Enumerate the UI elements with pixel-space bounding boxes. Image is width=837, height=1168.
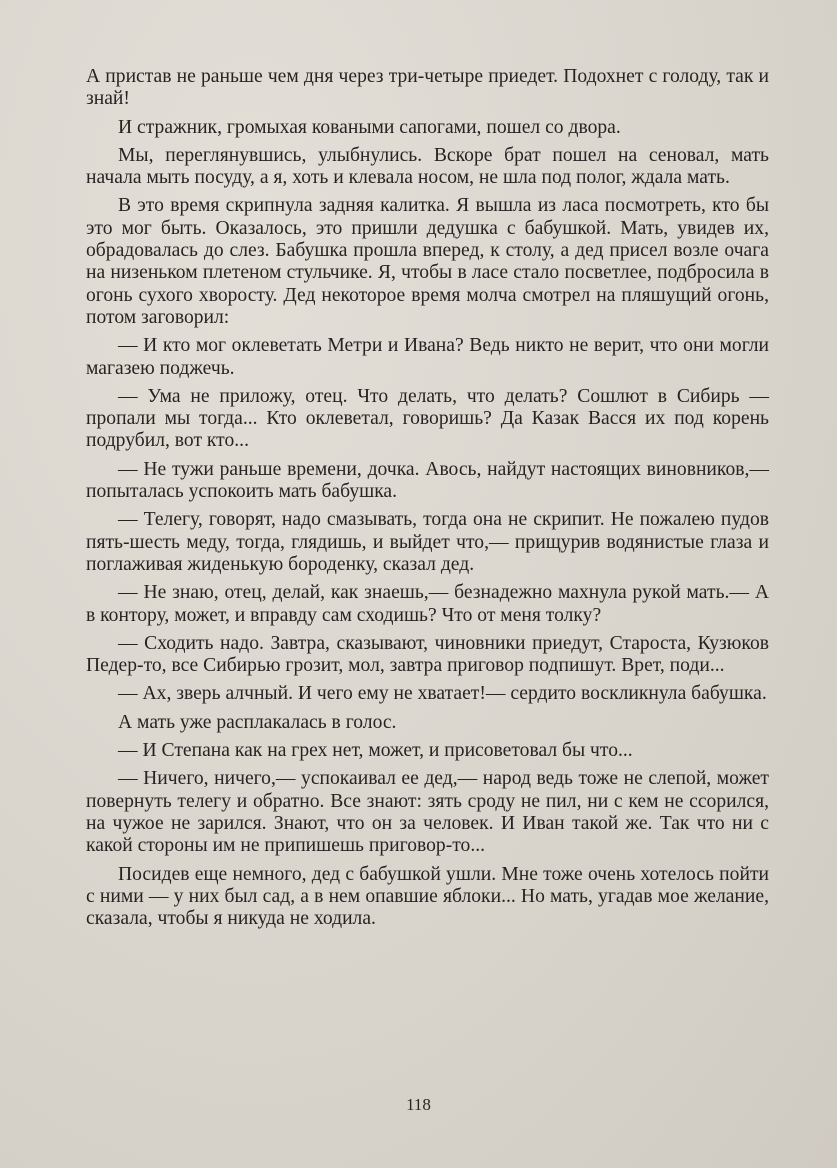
paragraph: — И Степана как на грех нет, может, и присоветовал бы что... xyxy=(118,740,633,762)
paragraph: В это время скрипнула задняя калитка. Я вышла из ласа посмотреть, кто бы это мог быть. Оказалось, это пришли дедушка с бабушкой. Мать, увидев их, обрадовалась до слез. Бабушка прошла вперед, к столу, а дед присел возле очага на низеньком плетеном стульчике. Я, чтобы в ласе стало посветлее, подбросила в огонь сухого хворосту. Дед некоторое время молча смотрел на пляшущий огонь, потом заговорил: xyxy=(86,195,769,328)
paragraph: — Ах, зверь алчный. И чего ему не хватает!— сердито воскликнула бабушка. xyxy=(118,683,767,705)
paragraph: — Сходить надо. Завтра, сказывают, чиновники приедут, Староста, Кузюков Педер-то, все Сибирью грозит, мол, завтра приговор подпишут. Врет, поди... xyxy=(86,632,769,677)
paragraph: — Ничего, ничего,— успокаивал ее дед,— народ ведь тоже не слепой, может повернуть телегу и обратно. Все знают: зять сроду не пил, ни с кем не ссорился, на чужое не зарился. Знают, что он за человек. И Иван такой же. Так что ни с какой стороны им не припишешь приговор-то... xyxy=(86,768,769,857)
page-body-text xyxy=(86,66,769,936)
paragraph: А мать уже расплакалась в голос. xyxy=(118,711,397,733)
paragraph: — И кто мог оклеветать Метри и Ивана? Ведь никто не верит, что они могли магазею поджечь. xyxy=(86,335,769,379)
paragraph: — Ума не приложу, отец. Что делать, что делать? Сошлют в Сибирь — пропали мы тогда... Кто оклеветал, говоришь? Да Казак Васся их под корень подрубил, вот кто... xyxy=(86,385,769,452)
paragraph: — Телегу, говорят, надо смазывать, тогда она не скрипит. Не пожалею пудов пять-шесть меду, тогда, глядишь, и выйдет что,— прищурив водянистые глаза и поглаживая жиденькую бороденку, сказал дед. xyxy=(86,509,769,575)
paragraph: И стражник, громыхая коваными сапогами, пошел со двора. xyxy=(118,116,621,138)
paragraph: Посидев еще немного, дед с бабушкой ушли. Мне тоже очень хотелось пойти с ними — у них был сад, а в нем опавшие яблоки... Но мать, угадав мое желание, сказала, чтобы я никуда не ходила. xyxy=(86,863,769,930)
paragraph: А пристав не раньше чем дня через три-четыре приедет. Подохнет с голоду, так и знай! xyxy=(86,66,769,110)
paragraph: — Не тужи раньше времени, дочка. Авось, найдут настоящих виновников,— попыталась успокоить мать бабушка. xyxy=(86,458,769,503)
page-number: 118 xyxy=(406,1095,431,1114)
paragraph: — Не знаю, отец, делай, как знаешь,— безнадежно махнула рукой мать.— А в контору, может, и вправду сам сходишь? Что от меня толку? xyxy=(86,582,769,626)
paragraph: Мы, переглянувшись, улыбнулись. Вскоре брат пошел на сеновал, мать начала мыть посуду, а я, хоть и клевала носом, не шла под полог, ждала мать. xyxy=(86,144,769,189)
